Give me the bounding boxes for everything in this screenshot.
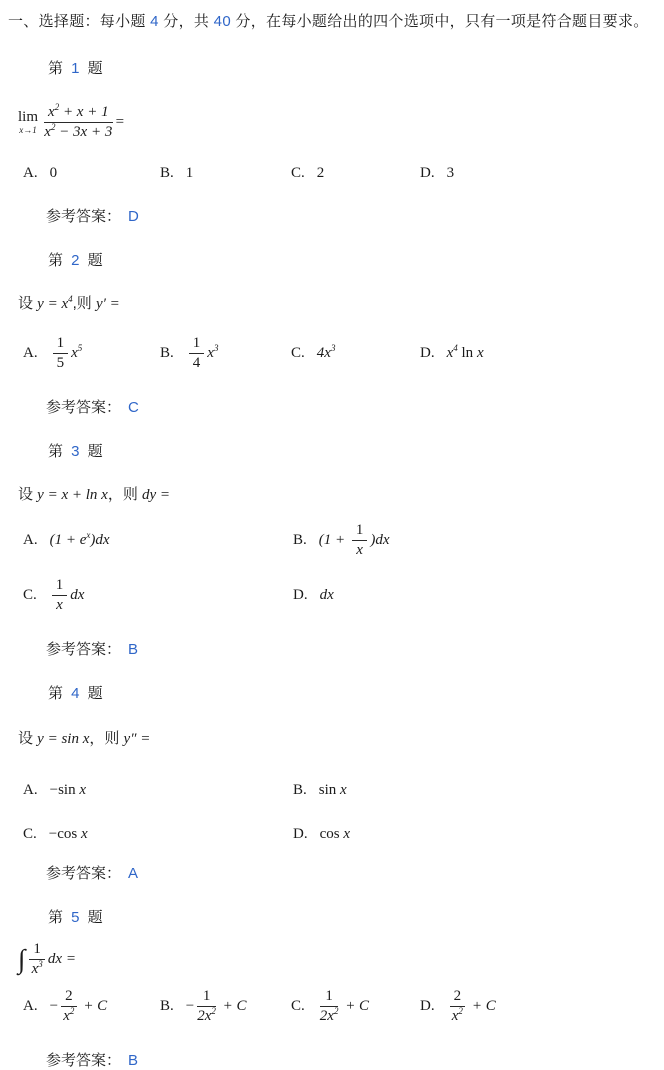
question-1-options — [23, 165, 658, 182]
question-title-prefix: 第 — [48, 684, 68, 702]
option-a: A. $\frac{1}{5}$ $x^5$ — [23, 335, 83, 372]
question-title-prefix: 第 — [48, 252, 68, 269]
question-title-suffix: 题 — [83, 908, 103, 926]
question-5-title — [48, 906, 658, 927]
option-d: D. cos x — [293, 825, 351, 842]
question-2-reference-answer — [46, 396, 658, 417]
question-3-reference-answer — [46, 638, 658, 659]
option-c: C. 2 — [291, 165, 325, 181]
question-1-reference-answer — [46, 205, 658, 226]
option-a: A. 0 — [23, 165, 58, 181]
option-c: C. $\frac{1}{x}$ dx — [23, 577, 85, 614]
question-title-prefix: 第 — [48, 908, 68, 926]
question-4-stem: 设 y = sin x，则 y″ = — [18, 729, 151, 747]
question-2 — [8, 249, 658, 417]
exam-page — [8, 11, 658, 1070]
fraction: $\frac{1}{4}$ — [189, 335, 205, 373]
fraction: $\frac{2}{x^2}$ — [450, 988, 466, 1026]
question-number: 4 — [71, 684, 80, 702]
option-b: B. (1 + $\frac{1}{x}$ )dx — [293, 521, 390, 558]
question-number: 2 — [71, 252, 80, 269]
question-title-suffix: 题 — [83, 442, 103, 460]
fraction: $\frac{1}{2x^2}$ — [319, 988, 339, 1025]
option-c: C. −cos x — [23, 825, 88, 842]
fraction: $\frac{1}{x}$ — [52, 577, 68, 615]
question-2-options — [23, 335, 658, 373]
option-b: B. sin x — [293, 781, 347, 798]
question-4-options-row-1 — [23, 782, 658, 799]
question-4-options-row-2 — [23, 826, 658, 843]
question-5-options — [23, 988, 658, 1026]
option-d: D. 3 — [420, 165, 455, 181]
answer-letter: A — [128, 864, 139, 882]
question-1 — [8, 57, 658, 227]
option-c: C. $4x^3$ — [291, 343, 336, 362]
question-4-reference-answer — [46, 862, 658, 883]
question-5-reference-answer — [46, 1049, 658, 1070]
option-a: A. − $\frac{2}{x^2}$ + C — [23, 988, 108, 1025]
option-d: D. $x^4$ ln x — [420, 343, 484, 362]
limit-operator: lim x→1 — [18, 108, 39, 135]
answer-letter: C — [128, 398, 139, 416]
question-title-suffix: 题 — [83, 252, 103, 269]
question-1-stem — [18, 101, 658, 142]
header-text: 一、选择题：每小题 — [8, 13, 151, 30]
header-text: 分，在每小题给出的四个选项中，只有一项是符合题目要求。 — [230, 13, 649, 30]
question-number: 1 — [71, 59, 80, 77]
option-c: C. $\frac{1}{2x^2}$ + C — [291, 988, 370, 1025]
option-b: B. 1 — [160, 165, 194, 181]
question-5-stem: ∫ $\frac{1}{x^3}$ dx = — [18, 940, 76, 977]
question-3 — [8, 440, 658, 659]
answer-prefix: 参考答案： — [46, 398, 122, 416]
option-a: A. −sin x — [23, 781, 86, 798]
option-a: A. $(1 + e^x)dx$ — [23, 529, 110, 548]
answer-letter: B — [128, 640, 139, 658]
fraction: $\frac{1}{2x^2}$ — [197, 988, 216, 1025]
question-title-prefix: 第 — [48, 442, 68, 460]
section-header — [8, 11, 658, 34]
answer-prefix: 参考答案： — [46, 640, 122, 658]
points-per-question: 4 — [150, 13, 159, 30]
fraction: $\frac{2}{x^2}$ — [61, 988, 77, 1026]
option-b: B. − $\frac{1}{2x^2}$ + C — [160, 988, 247, 1025]
fraction: $\frac{x^2 + x + 1}{x^2 - 3x + 3}$ — [44, 101, 113, 140]
option-d: D. dx — [293, 587, 334, 604]
question-3-stem: 设 y = x + ln x，则 dy = — [18, 485, 171, 503]
total-points: 40 — [213, 13, 231, 30]
question-2-stem: 设 $y = x^4$,则 y′ = — [18, 294, 120, 312]
header-text: 分，共 — [158, 13, 214, 30]
question-1-title — [48, 57, 658, 78]
question-4 — [8, 682, 658, 883]
answer-letter: D — [128, 208, 139, 225]
answer-prefix: 参考答案： — [46, 208, 122, 225]
answer-prefix: 参考答案： — [46, 1051, 122, 1069]
question-title-prefix: 第 — [48, 59, 68, 77]
question-number: 5 — [71, 908, 80, 926]
answer-letter: B — [128, 1051, 139, 1069]
question-title-suffix: 题 — [83, 684, 103, 702]
integral-sign: ∫ — [18, 943, 26, 974]
question-3-options-row-2 — [23, 577, 658, 615]
option-b: B. $\frac{1}{4}$ $x^3$ — [160, 335, 219, 372]
fraction: $\frac{1}{x^3}$ — [29, 941, 45, 979]
question-2-title — [48, 249, 658, 270]
question-3-options-row-1 — [23, 522, 658, 560]
question-number: 3 — [71, 442, 80, 460]
question-title-suffix: 题 — [83, 59, 103, 77]
fraction: $\frac{1}{5}$ — [53, 335, 69, 373]
option-d: D. $\frac{2}{x^2}$ + C — [420, 988, 496, 1025]
question-5 — [8, 906, 658, 1070]
answer-prefix: 参考答案： — [46, 864, 122, 882]
equals-sign: = — [115, 113, 125, 130]
fraction: $\frac{1}{x}$ — [352, 522, 368, 560]
question-3-title — [48, 440, 658, 461]
question-4-title — [48, 682, 658, 703]
